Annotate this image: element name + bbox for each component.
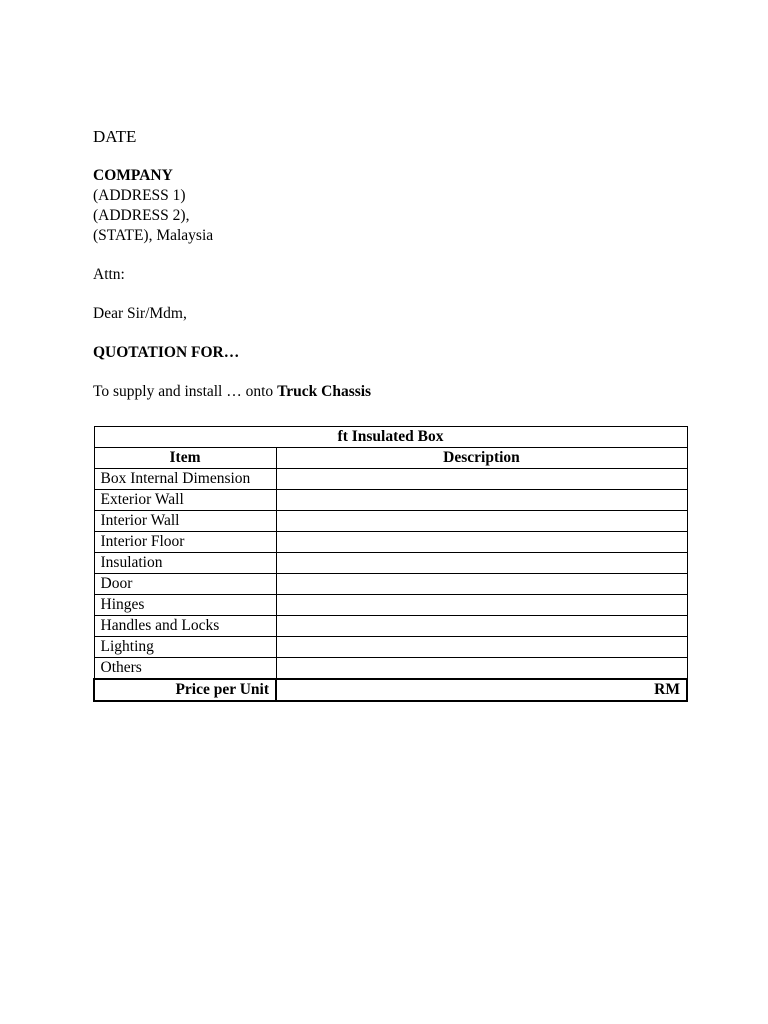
price-per-unit-value: RM: [276, 679, 687, 701]
table-row: [94, 637, 687, 658]
letter-body: [93, 127, 688, 402]
total-row: [94, 679, 687, 701]
row-item: Exterior Wall: [94, 490, 276, 511]
row-description: [276, 532, 687, 553]
row-item: Door: [94, 574, 276, 595]
table-row: [94, 511, 687, 532]
row-description: [276, 595, 687, 616]
attention-line: Attn:: [93, 266, 125, 283]
row-item: Hinges: [94, 595, 276, 616]
row-item: Interior Wall: [94, 511, 276, 532]
salutation: Dear Sir/Mdm,: [93, 305, 187, 322]
table-row: [94, 532, 687, 553]
row-item: Box Internal Dimension: [94, 469, 276, 490]
row-item: Others: [94, 658, 276, 680]
quotation-subject: QUOTATION FOR…: [93, 344, 240, 361]
table-row: [94, 595, 687, 616]
date-line: DATE: [93, 127, 137, 146]
state-country-line: (STATE), Malaysia: [93, 227, 214, 244]
column-header-description: Description: [276, 448, 687, 469]
row-description: [276, 574, 687, 595]
table-row: [94, 616, 687, 637]
table-body: [94, 469, 687, 680]
row-description: [276, 511, 687, 532]
quotation-table: [93, 426, 688, 702]
table-row: [94, 469, 687, 490]
row-description: [276, 469, 687, 490]
table-title: ft Insulated Box: [94, 427, 687, 448]
address-line-2: (ADDRESS 2),: [93, 207, 190, 224]
row-description: [276, 553, 687, 574]
price-per-unit-label: Price per Unit: [94, 679, 276, 701]
row-description: [276, 616, 687, 637]
row-item: Insulation: [94, 553, 276, 574]
row-description: [276, 637, 687, 658]
company-name: COMPANY: [93, 167, 173, 184]
table-row: [94, 574, 687, 595]
intro-text: To supply and install … onto: [93, 383, 278, 400]
row-description: [276, 658, 687, 680]
intro-paragraph: [93, 382, 688, 402]
table-row: [94, 658, 687, 680]
row-item: Interior Floor: [94, 532, 276, 553]
truck-chassis-text: Truck Chassis: [277, 383, 372, 400]
address-line-1: (ADDRESS 1): [93, 187, 186, 204]
table-row: [94, 490, 687, 511]
row-item: Lighting: [94, 637, 276, 658]
row-description: [276, 490, 687, 511]
table-row: [94, 553, 687, 574]
column-header-item: Item: [94, 448, 276, 469]
row-item: Handles and Locks: [94, 616, 276, 637]
